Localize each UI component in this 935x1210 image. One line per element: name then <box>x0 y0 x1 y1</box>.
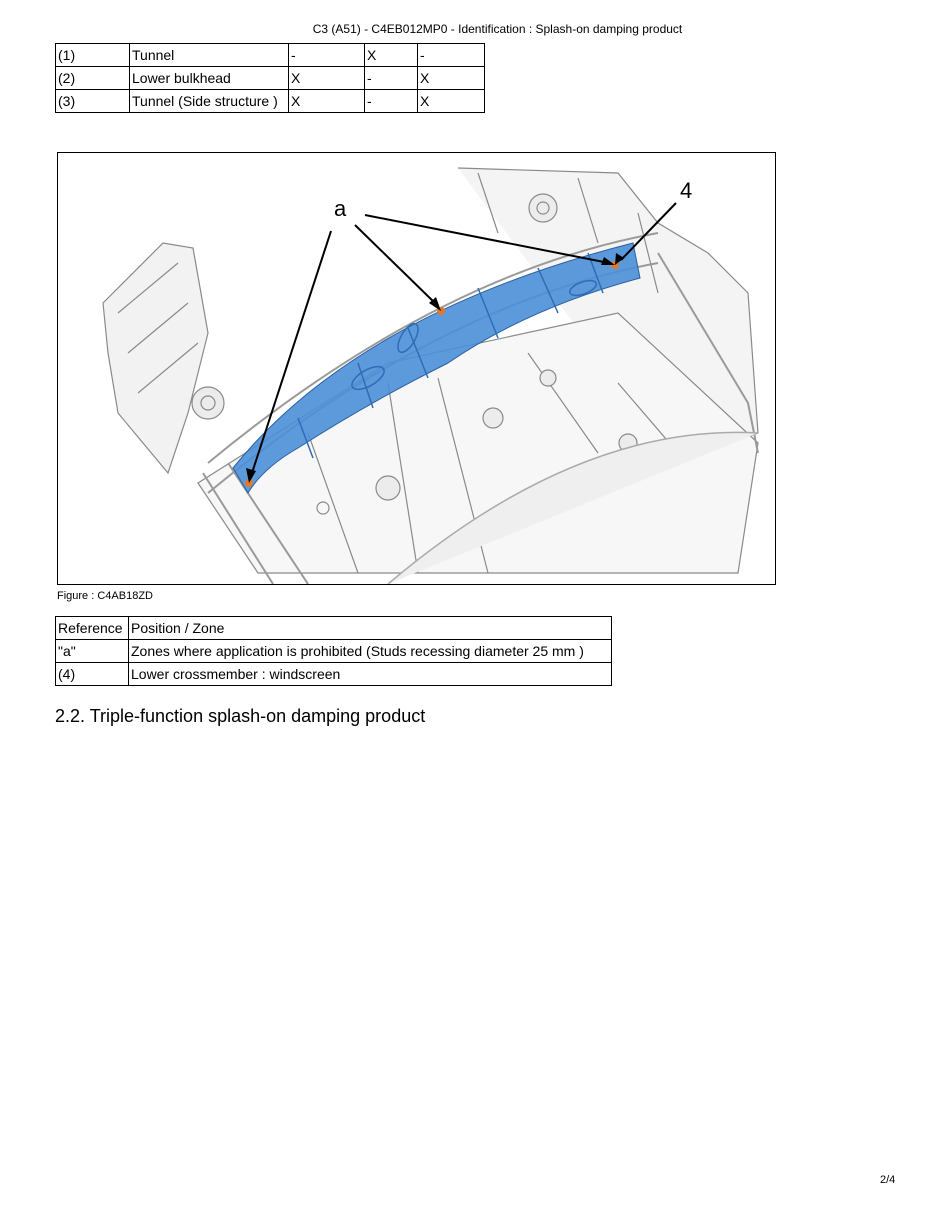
table-header-cell: Position / Zone <box>129 617 612 640</box>
table-cell: - <box>418 44 485 67</box>
reference-table <box>55 616 612 686</box>
table-cell: Lower crossmember : windscreen <box>129 663 612 686</box>
structure-lines <box>103 168 758 584</box>
callout-a: a <box>334 196 347 221</box>
table-row <box>56 90 485 113</box>
table-cell: Tunnel <box>130 44 289 67</box>
table-header-row <box>56 617 612 640</box>
table-cell: Tunnel (Side structure ) <box>130 90 289 113</box>
table-cell: X <box>289 90 365 113</box>
table-cell: X <box>365 44 418 67</box>
table-cell: - <box>365 67 418 90</box>
table-row <box>56 67 485 90</box>
table-row <box>56 640 612 663</box>
table-cell: (1) <box>56 44 130 67</box>
body-structure-illustration <box>58 153 775 584</box>
zone-table <box>55 43 485 113</box>
page-number: 2/4 <box>880 1174 896 1186</box>
table-cell: (4) <box>56 663 129 686</box>
table-cell: - <box>365 90 418 113</box>
table-cell: X <box>418 90 485 113</box>
table-cell: Lower bulkhead <box>130 67 289 90</box>
section-title: 2.2. Triple-function splash-on damping product <box>55 706 426 726</box>
table-header-cell: Reference <box>56 617 129 640</box>
table-row <box>56 663 612 686</box>
callout-4: 4 <box>680 178 693 203</box>
table-cell: (3) <box>56 90 130 113</box>
table-cell: - <box>289 44 365 67</box>
figure-caption: Figure : C4AB18ZD <box>57 590 153 602</box>
table-cell: X <box>289 67 365 90</box>
table-cell: Zones where application is prohibited (Studs recessing diameter 25 mm ) <box>129 640 612 663</box>
table-cell: (2) <box>56 67 130 90</box>
figure-image <box>57 152 776 585</box>
page-header: C3 (A51) - C4EB012MP0 - Identification : Splash-on damping product <box>312 22 683 36</box>
table-cell: X <box>418 67 485 90</box>
table-row <box>56 44 485 67</box>
table-cell: "a" <box>56 640 129 663</box>
